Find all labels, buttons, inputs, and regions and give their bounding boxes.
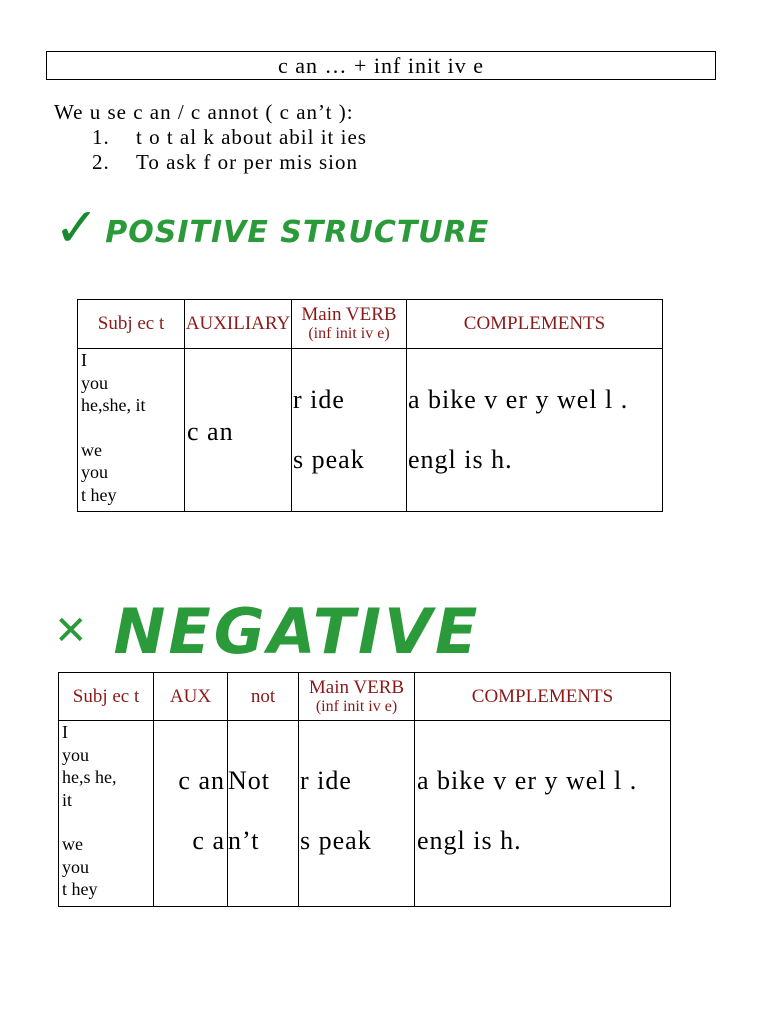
intro bbox=[54, 100, 367, 175]
aux-value: c an bbox=[187, 417, 234, 446]
positive-table bbox=[77, 299, 663, 512]
aux-cell bbox=[185, 349, 292, 512]
complements-cell bbox=[407, 349, 663, 512]
not-item: n’t bbox=[228, 826, 260, 855]
verb-item: r ide bbox=[293, 385, 345, 414]
cross-icon: ✕ bbox=[54, 608, 88, 654]
header-complements: COMPLEMENTS bbox=[415, 673, 671, 721]
header-not: not bbox=[228, 673, 299, 721]
intro-line: We u se c an / c annot ( c an’t ): bbox=[54, 100, 354, 124]
list-item: 2. To ask f or per mis sion bbox=[116, 150, 367, 175]
not-cell bbox=[228, 721, 299, 907]
complement-item: a bike v er y wel l . bbox=[408, 385, 629, 414]
subject-item: we bbox=[81, 439, 102, 460]
subjects-cell bbox=[78, 349, 185, 512]
uses-list bbox=[54, 125, 367, 175]
header-complements: COMPLEMENTS bbox=[407, 300, 663, 349]
subject-item: I bbox=[81, 350, 87, 370]
verb-cell bbox=[292, 349, 407, 512]
complement-item: engl is h. bbox=[408, 445, 513, 474]
header-subject: Subj ec t bbox=[78, 300, 185, 349]
header-aux: AUX bbox=[154, 673, 228, 721]
verb-item: r ide bbox=[300, 766, 352, 795]
subject-item bbox=[81, 417, 184, 439]
verb-cell bbox=[299, 721, 415, 907]
positive-heading bbox=[54, 195, 490, 259]
subject-item: we bbox=[62, 834, 83, 854]
subject-item: I bbox=[62, 722, 68, 742]
complements-cell bbox=[415, 721, 671, 907]
subject-item: you bbox=[81, 462, 108, 482]
subject-item: he,she, it bbox=[81, 395, 146, 415]
subject-item: you bbox=[81, 372, 108, 393]
complement-item: engl is h. bbox=[417, 826, 522, 855]
subject-item: you bbox=[62, 744, 89, 765]
list-item: 1. t o t al k about abil it ies bbox=[116, 125, 367, 150]
subject-item: t hey bbox=[81, 484, 117, 505]
header-subject: Subj ec t bbox=[59, 673, 154, 721]
subject-item: t hey bbox=[62, 879, 98, 899]
subject-item bbox=[62, 811, 153, 833]
aux-item: c a bbox=[192, 826, 225, 855]
subject-item: it bbox=[62, 789, 73, 810]
page-title: c an … + inf init iv e bbox=[46, 51, 716, 80]
subjects-cell bbox=[59, 721, 154, 907]
verb-item: s peak bbox=[293, 445, 365, 474]
checkmark-icon: ✓ bbox=[54, 196, 100, 259]
not-item: Not bbox=[228, 766, 270, 795]
negative-table bbox=[58, 672, 671, 907]
header-main-verb: Main VERB (inf init iv e) bbox=[292, 300, 407, 349]
verb-item: s peak bbox=[300, 826, 372, 855]
subject-item: he,s he, bbox=[62, 767, 117, 787]
aux-item: c an bbox=[178, 766, 225, 795]
aux-cell bbox=[154, 721, 228, 907]
complement-item: a bike v er y wel l . bbox=[417, 766, 638, 795]
header-main-verb: Main VERB (inf init iv e) bbox=[299, 673, 415, 721]
subject-item: you bbox=[62, 856, 89, 877]
header-auxiliary: AUXILIARY bbox=[185, 300, 292, 349]
negative-heading bbox=[54, 596, 480, 666]
positive-heading-text: POSITIVE STRUCTURE bbox=[105, 215, 490, 250]
negative-heading-text: NEGATIVE bbox=[113, 594, 481, 668]
